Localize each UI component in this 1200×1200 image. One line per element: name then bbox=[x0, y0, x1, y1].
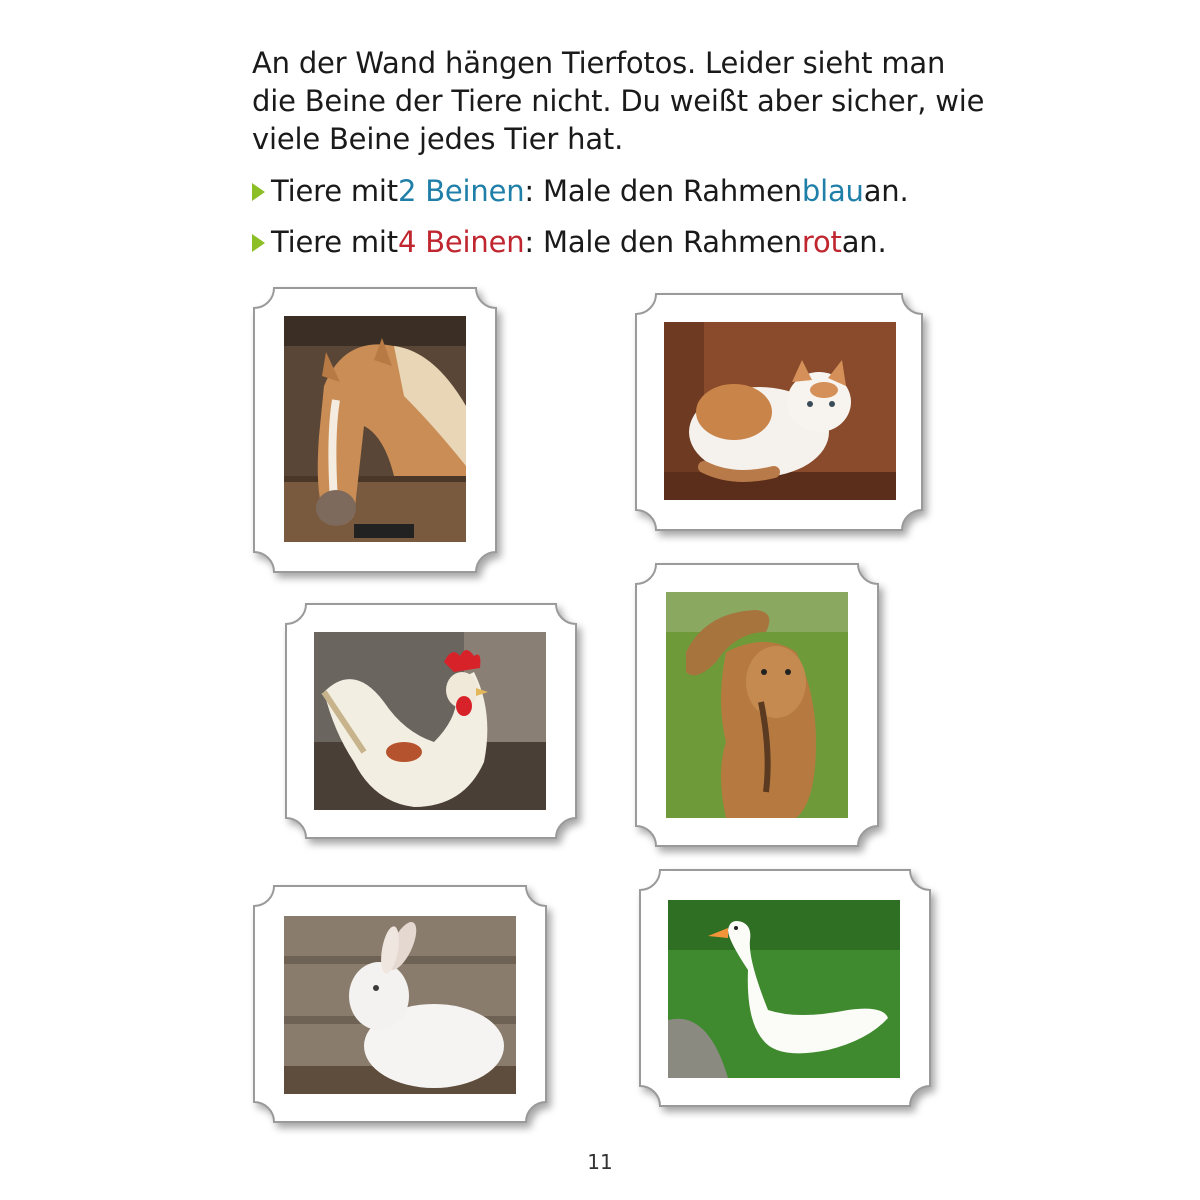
intro-text bbox=[252, 44, 1012, 158]
task-four-legs bbox=[252, 223, 887, 261]
task-text: an. bbox=[863, 174, 909, 208]
frame-goose[interactable] bbox=[638, 868, 932, 1108]
task-leg-count: 4 Beinen bbox=[397, 225, 525, 259]
frame-rabbit[interactable] bbox=[252, 884, 548, 1124]
intro-line: viele Beine jedes Tier hat. bbox=[252, 122, 624, 156]
task-color-word: blau bbox=[801, 174, 864, 208]
task-text: : Male den Rahmen bbox=[524, 225, 802, 259]
intro-line: die Beine der Tiere nicht. Du weißt aber sicher, wie bbox=[252, 84, 985, 118]
rooster-photo bbox=[314, 632, 546, 810]
bullet-arrow-icon bbox=[252, 183, 265, 201]
frame-goat[interactable] bbox=[634, 562, 880, 848]
intro-line: An der Wand hängen Tierfotos. Leider sieht man bbox=[252, 46, 946, 80]
task-two-legs bbox=[252, 172, 909, 210]
page-number: 11 bbox=[587, 1150, 613, 1174]
task-color-word: rot bbox=[801, 225, 842, 259]
cat-photo bbox=[664, 322, 896, 500]
bullet-arrow-icon bbox=[252, 234, 265, 252]
task-text: Tiere mit bbox=[271, 174, 398, 208]
frame-cat[interactable] bbox=[634, 292, 924, 532]
task-text: Tiere mit bbox=[271, 225, 398, 259]
goose-photo bbox=[668, 900, 900, 1078]
frame-rooster[interactable] bbox=[284, 602, 578, 840]
horse-photo bbox=[284, 316, 466, 542]
goat-photo bbox=[666, 592, 848, 818]
task-text: an. bbox=[841, 225, 887, 259]
task-text: : Male den Rahmen bbox=[524, 174, 802, 208]
task-leg-count: 2 Beinen bbox=[397, 174, 525, 208]
rabbit-photo bbox=[284, 916, 516, 1094]
frame-horse[interactable] bbox=[252, 286, 498, 574]
